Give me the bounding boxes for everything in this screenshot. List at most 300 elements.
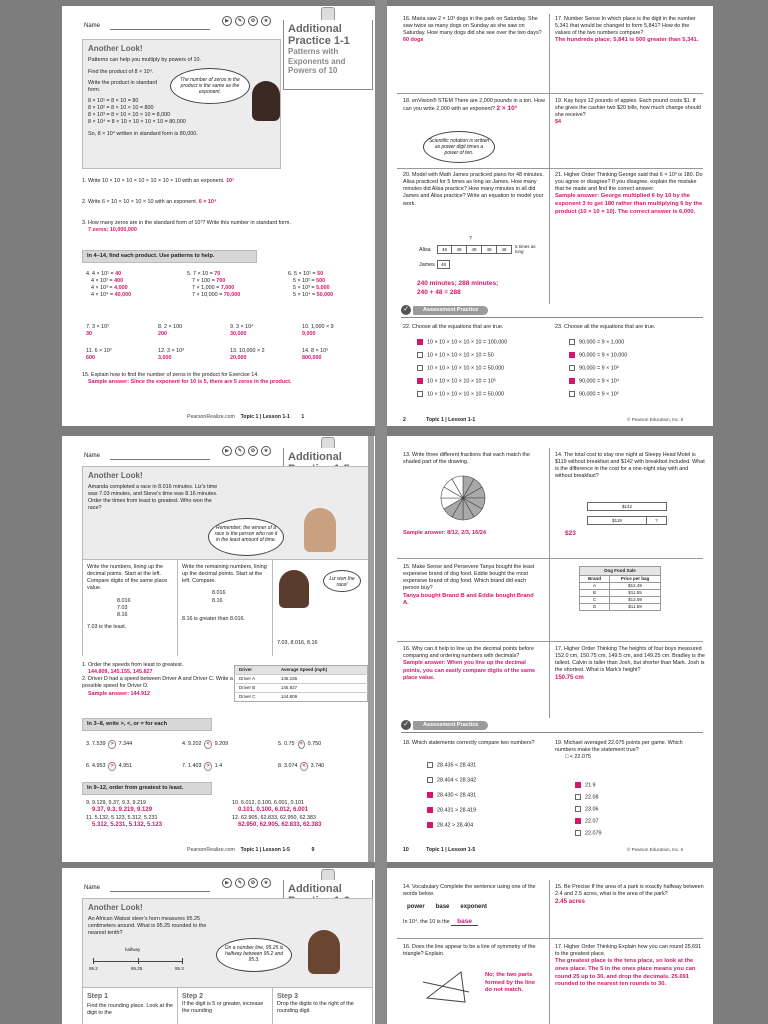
resource-icons — [222, 16, 271, 26]
compare-symbol: < — [204, 740, 211, 749]
resource-icons — [222, 446, 271, 456]
table-cell: $12.49 — [628, 582, 642, 588]
checkbox[interactable] — [575, 818, 581, 824]
question-14-sentence: In 10⁴, the 10 is the — [403, 919, 450, 925]
product-cell — [302, 324, 374, 338]
product-answer: 800,000 — [302, 355, 322, 362]
answer-choice[interactable] — [575, 830, 602, 842]
lesson-title: Additional Practice 1-1 — [288, 23, 350, 48]
another-look-heading: Another Look! — [88, 44, 143, 53]
checkbox[interactable] — [569, 365, 575, 371]
product-cell — [158, 348, 230, 362]
product-prompt: 7 × 1,000 = — [192, 285, 220, 292]
table-header: Average Speed (mph) — [280, 667, 328, 672]
another-look-intro: Patterns can help you multiply by powers of 10. — [88, 56, 201, 63]
step-col-1: Write the numbers, lining up the decimal points. Start at the left. Compare digits of the same place value. — [87, 564, 168, 592]
product-answer: 20,000 — [230, 355, 247, 362]
practice-icon[interactable]: ✎ — [235, 16, 245, 26]
question-17: 17. Number Sense In which place is the digit in the number 5,341 that would be changed to form 5,841? How do the values of the two numbers compare? — [555, 16, 696, 37]
decimal-value: 8.16 — [117, 611, 128, 618]
answer-choice[interactable] — [417, 352, 507, 365]
table-row — [235, 692, 368, 701]
step-line: 8 × 10¹ = 8 × 10 = 80 — [88, 98, 139, 105]
product-row — [293, 292, 333, 299]
compare-right: 0.750 — [307, 741, 322, 747]
table-row — [579, 583, 661, 590]
check-icon: ✓ — [401, 720, 411, 730]
product-prompt: 7 × 10,000 = — [192, 292, 223, 299]
step-line: 8 × 10³ = 8 × 10 × 10 × 10 = 8,000 — [88, 112, 171, 119]
answer-10: 0.101, 0.100, 6.012, 6.001 — [238, 807, 309, 814]
footer-lesson: Topic 1 | Lesson 1-5 — [426, 847, 476, 853]
product-answer: 200 — [158, 331, 167, 338]
page-footer — [187, 414, 304, 421]
compare-left: 4. 9.202 — [182, 741, 202, 747]
step-col-1-result: 7.03 is the least. — [87, 623, 127, 630]
product-answer: 400 — [114, 278, 124, 285]
question-17: 17. Higher Order Thinking The heights of four boys measured 152.0 cm, 150.75 cm, 149.5 cm, and 149.25 cm. Bradley is the tallest. Calvin is taller than Josh, but shorter than Mark. Josh is the shortest. What is Mark's height? — [555, 646, 705, 674]
answer-13: Sample answer: 8/12, 2/3, 16/24 — [403, 530, 487, 536]
choice-label: 28.430 < 28.431 — [437, 792, 477, 799]
answer-choice[interactable] — [569, 339, 627, 352]
find-product-text: Find the product of 8 × 10⁴. — [88, 68, 154, 75]
compare-right: 9.209 — [214, 741, 229, 747]
table-cell: $11.55 — [628, 589, 642, 595]
james-bar: 48 — [437, 260, 450, 269]
table-cell: 145.155 — [281, 674, 368, 683]
another-look-heading: Another Look! — [88, 903, 143, 912]
product-cell — [86, 324, 158, 338]
worksheet-page-1 — [62, 6, 375, 426]
answer-choice[interactable] — [569, 352, 627, 365]
product-prompt: 12. 3 × 10³ — [158, 348, 184, 354]
product-answer: 30,000 — [230, 331, 247, 338]
table-cell: $12.09 — [628, 596, 642, 602]
answer-choice[interactable] — [427, 822, 476, 837]
answer-17: The hundreds place; 5,841 is 500 greater than 5,341. — [555, 37, 699, 44]
checkbox[interactable] — [569, 378, 575, 384]
product-answer: 7,000 — [220, 285, 235, 292]
page-number: 1 — [301, 414, 305, 420]
compare-item — [86, 740, 182, 762]
question-17: 17. Higher Order Thinking Explain how you can round 25.691 to the greatest place. — [555, 944, 702, 958]
question-18: 18. Which statements correctly compare two numbers? — [403, 740, 535, 746]
compare-right: 4.951 — [118, 763, 133, 769]
answer-11: 5.312, 5.231, 5.132, 5.123 — [92, 822, 163, 829]
answer-choice[interactable] — [417, 365, 507, 378]
step-col-2-result: 8.16 is greater than 8.016. — [182, 615, 245, 622]
compare-right: 1.4 — [214, 763, 223, 769]
step-line: 8 × 10² = 8 × 10 × 10 = 800 — [88, 105, 154, 112]
choice-label: 10 × 10 × 10 × 10 × 10 = 10⁵ — [427, 378, 496, 385]
product-prompt: 6. 5 × 10¹ = — [288, 271, 316, 277]
decimal-value: 8.16 — [212, 597, 223, 604]
answer-1: 10⁷ — [226, 178, 235, 184]
answer-choice[interactable] — [569, 391, 627, 404]
games-icon[interactable]: ★ — [261, 16, 271, 26]
checkbox[interactable] — [569, 339, 575, 345]
speech-bubble: On a number line, 95.25 is halfway between 95.2 and 95.3. — [216, 938, 292, 972]
answer-16: Sample answer: When you line up the decimal points, you can easily compare digits of the same place value. — [403, 660, 536, 681]
product-prompt: 5. 7 × 10 = — [187, 271, 213, 277]
table-row — [235, 674, 368, 683]
james-label: James — [419, 262, 435, 268]
answer-choice[interactable] — [569, 378, 627, 391]
table-cell: A — [580, 583, 610, 589]
answer-choice[interactable] — [575, 818, 602, 830]
compare-item — [86, 762, 182, 784]
instruction-bar: In 9–12, order from greatest to least. — [82, 782, 212, 795]
table-cell: $11.59 — [628, 603, 642, 609]
product-prompt: 8. 2 × 100 — [158, 324, 183, 330]
choice-label: 21.9 — [585, 782, 596, 789]
worksheet-page-6 — [387, 868, 713, 1024]
question-14: 14. Vocabulary Complete the sentence using one of the words below. — [403, 884, 536, 898]
page-footer — [403, 417, 475, 424]
compare-symbol: > — [204, 762, 211, 771]
alisa-bar-segment: 48 — [452, 245, 467, 254]
choice-label: 90,000 = 9 × 10⁵ — [579, 391, 620, 398]
step-3-text: Drop the digits to the right of the rounding digit. — [277, 1001, 354, 1015]
question-18: 18. enVision® STEM There are 2,000 pounds in a ton. How can you write 2,000 with an exponent? — [403, 98, 545, 113]
practice-icon[interactable]: ✎ — [235, 446, 245, 456]
answer-choice[interactable] — [427, 792, 476, 807]
number-line — [89, 947, 184, 977]
assessment-practice-label: Assessment Practice — [413, 306, 488, 315]
assessment-practice-bar — [401, 721, 703, 733]
product-answer: 30 — [86, 331, 92, 338]
product-cell — [158, 324, 230, 338]
product-answer: 40,000 — [114, 292, 132, 299]
name-label: Name — [84, 885, 101, 891]
bar-question-mark: ? — [647, 516, 667, 525]
checkbox[interactable] — [427, 777, 433, 783]
choice-label: 10 × 10 × 10 × 10 × 10 = 100,000 — [427, 339, 508, 346]
page-number: 2 — [403, 417, 406, 423]
decimal-value: 8.016 — [117, 597, 131, 604]
triangle-figure — [421, 968, 471, 1006]
check-icon: ✓ — [401, 305, 411, 315]
another-look-heading: Another Look! — [88, 471, 143, 480]
answer-choice[interactable] — [427, 807, 476, 822]
statement: □ < 22.075 — [565, 754, 591, 761]
table-cell: 144.809 — [281, 692, 368, 701]
question-12: 12. 62.905, 62.833, 62.950, 62.383 — [232, 815, 316, 822]
table-header: Price per bag — [620, 575, 650, 581]
checkbox[interactable] — [427, 762, 433, 768]
product-row — [288, 271, 333, 278]
lesson-title: Additional — [288, 883, 342, 895]
lesson-title: Additional — [288, 451, 342, 463]
compare-left: 7. 1.403 — [182, 763, 202, 769]
worksheet-page-5 — [62, 868, 375, 1024]
answer-14: $23 — [565, 530, 576, 537]
bar-question-mark: ? — [469, 236, 472, 242]
student-illustration — [279, 570, 309, 608]
vocab-word: exponent — [460, 904, 488, 910]
compare-left: 6. 4.953 — [86, 763, 106, 769]
alisa-label: Alisa — [419, 247, 431, 253]
video-icon[interactable]: ▶ — [222, 878, 232, 888]
question-21: 21. Higher Order Thinking George said that 6 × 10³ is 180. Do you agree or disagree? If you disagree, explain the mistake that he made and find the correct answer. — [555, 172, 703, 193]
question-15: 15. Explain how to find the number of zeros in the product for Exercise 14. — [82, 372, 259, 378]
copyright: © Pearson Education, Inc. 6 — [627, 847, 684, 852]
choice-label: 28.435 < 28.431 — [437, 762, 477, 769]
checkbox[interactable] — [575, 830, 581, 836]
checkbox[interactable] — [427, 822, 433, 828]
product-cell — [86, 348, 158, 362]
checkbox[interactable] — [427, 792, 433, 798]
table-row — [235, 683, 368, 692]
answer-choice[interactable] — [575, 806, 602, 818]
answer-choice[interactable] — [417, 391, 507, 404]
lesson-subtitle: Patterns with Exponents and Powers of 10 — [288, 47, 346, 76]
answer-9: 9.37, 9.3, 9.219, 9.129 — [92, 807, 153, 814]
product-row — [86, 271, 131, 278]
product-prompt: 11. 6 × 10² — [86, 348, 112, 354]
compare-symbol: > — [108, 762, 115, 771]
compare-left: 5. 0.75 — [278, 741, 295, 747]
question-16: 16. Maria saw 2 × 10³ dogs in the park on Saturday. She saw twice as many dogs on Sunday as she saw on Saturday. How many dogs did she see over the two days? — [403, 16, 542, 37]
product-row — [187, 271, 240, 278]
alisa-bar-segment: 48 — [467, 245, 482, 254]
question-14: 14. The total cost to stay one night at Sleepy Head Motel is $119 without breakfast and $142 with breakfast included. What is the difference in the cost for a one-night stay with and without breakfast? — [555, 452, 705, 480]
product-cell — [230, 348, 302, 362]
checkbox[interactable] — [575, 782, 581, 788]
vocab-word: base — [435, 904, 450, 910]
video-icon[interactable]: ▶ — [222, 16, 232, 26]
online-label: PearsonRealize.com — [187, 847, 235, 853]
practice-icon[interactable]: ✎ — [235, 878, 245, 888]
answer-12: 62.950, 62.905, 62.833, 62.383 — [238, 822, 322, 829]
dog-table-title: Dog Food Sale — [579, 566, 661, 576]
speech-bubble-2: Liz won the race! — [323, 570, 361, 592]
product-prompt: 7 × 100 = — [192, 278, 215, 285]
question-16: 16. Does the line appear to be a line of symmetry of the triangle? Explain. — [403, 944, 536, 958]
answer-1: 144.809, 145.155, 145.827 — [88, 669, 153, 676]
vocab-word: power — [407, 904, 425, 910]
cost-bar-diagram — [587, 502, 667, 528]
another-look-intro: Amanda completed a race in 8.016 minutes. Liz's time was 7.03 minutes, and Steve's time was 8.16 minutes. Order the times from least to greatest. Who won the race? — [88, 483, 218, 511]
compare-right: 3.740 — [310, 763, 325, 769]
product-answer: 3,000 — [158, 355, 172, 362]
bar-bottom: $119 — [587, 516, 647, 525]
compare-item — [278, 740, 374, 762]
product-answer: 500 — [316, 278, 326, 285]
product-row — [91, 292, 131, 299]
checkbox[interactable] — [417, 391, 423, 397]
product-row — [91, 285, 131, 292]
games-icon[interactable]: ★ — [261, 878, 271, 888]
answer-15: Tanya bought Brand B and Eddie bought Brand A. — [403, 592, 534, 607]
bar-top: $142 — [587, 502, 667, 511]
answer-choice[interactable] — [575, 794, 602, 806]
product-row — [293, 278, 333, 285]
student-illustration — [252, 81, 280, 121]
answer-choice[interactable] — [427, 777, 476, 792]
alisa-bar-segment: 48 — [437, 245, 452, 254]
product-prompt: 9. 3 × 10⁴ — [230, 324, 254, 330]
answer-19: $4 — [555, 119, 561, 126]
question-2: 2. Driver D had a speed between Driver A and Driver C. Write a possible speed for Driver D. — [82, 676, 233, 690]
worksheet-page-4 — [387, 436, 713, 862]
answer-14: base — [451, 918, 478, 926]
speech-bubble: The number of zeros in the product is the same as the exponent. — [170, 68, 250, 104]
tools-icon[interactable]: ⚙ — [248, 446, 258, 456]
step-line: 8 × 10⁴ = 8 × 10 × 10 × 10 × 10 = 80,000 — [88, 119, 186, 126]
footer-lesson: Topic 1 | Lesson 1-5 — [240, 847, 290, 853]
alisa-bar-segment: 48 — [497, 245, 512, 254]
checkbox[interactable] — [575, 794, 581, 800]
question-2: 2. Write 6 × 10 × 10 × 10 × 10 with an exponent. — [82, 199, 198, 205]
answer-16: No; the two parts formed by the line do not match. — [485, 972, 535, 994]
answer-2: Sample answer: 144.912 — [88, 690, 151, 697]
instruction-bar: In 3–8, write >, <, or = for each — [82, 718, 212, 731]
compare-symbol: = — [298, 740, 305, 749]
tick-label: 95.2 — [89, 966, 98, 971]
product-answer: 40 — [115, 271, 122, 277]
answer-15: 2.45 acres — [555, 898, 585, 906]
table-cell: Driver C — [235, 692, 281, 701]
tools-icon[interactable]: ⚙ — [248, 16, 258, 26]
product-answer: 4,000 — [114, 285, 128, 292]
answer-21: Sample answer: George multiplied 6 by 10 by the exponent 3 to get 180 rather than multiplying 6 by the product (10 × 10 × 10). The correct answer is 6,000. — [555, 193, 703, 215]
answer-20a: 240 minutes; 288 minutes; — [417, 280, 499, 287]
product-prompt: 5 × 10³ = — [293, 285, 315, 292]
worksheet-page-3 — [62, 436, 375, 862]
name-label: Name — [84, 453, 101, 459]
alisa-bar-segment: 48 — [482, 245, 497, 254]
another-look-intro: An African Watusi steer's horn measures 95.25 centimeters around. What is 95.25 rounded to the nearest tenth? — [88, 915, 207, 936]
step-3-heading: Step 3 — [277, 993, 299, 1000]
product-answer: 600 — [86, 355, 95, 362]
online-label: PearsonRealize.com — [187, 414, 235, 420]
another-look-box — [82, 466, 373, 656]
tick-label: 95.25 — [131, 966, 143, 971]
binding-gutter — [368, 436, 374, 862]
choice-label: 10 × 10 × 10 × 10 × 10 = 50,000 — [427, 365, 505, 372]
fraction-circle — [439, 474, 487, 522]
answer-20b: 240 + 48 = 288 — [417, 288, 461, 296]
answer-18: 2 × 10³ — [496, 105, 517, 113]
compare-left: 3. 7.539 — [86, 741, 106, 747]
answer-choice[interactable] — [417, 378, 507, 391]
answer-choice[interactable] — [569, 365, 627, 378]
question-19: 19. Michael averaged 22.075 points per game. Which numbers make the statement true? — [555, 740, 683, 754]
product-row — [293, 285, 333, 292]
checkbox[interactable] — [575, 806, 581, 812]
tick-label: 95.3 — [175, 966, 184, 971]
assessment-practice-label: Assessment Practice — [413, 721, 488, 730]
choice-label: 90,000 = 9 × 1,000 — [579, 339, 625, 346]
answer-choice[interactable] — [427, 762, 476, 777]
question-3: 3. How many zeros are in the standard form of 10⁷? Write this number in standard form. — [82, 220, 291, 226]
question-13: 13. Write three different fractions that each match the shaded part of the drawing. — [403, 452, 530, 466]
bar-note: 5 times as long — [515, 244, 536, 254]
product-prompt: 4 × 10³ = — [91, 285, 113, 292]
choice-label: 90,000 = 9 × 10⁴ — [579, 378, 620, 385]
answer-choice[interactable] — [575, 782, 602, 794]
choice-label: 28.431 > 28.419 — [437, 807, 477, 814]
question-19: 19. Kay buys 12 pounds of apples. Each pound costs $1. If she gives the cashier two $20 bills, how much change should she receive? — [555, 98, 701, 119]
student-illustration — [308, 930, 340, 974]
tools-icon[interactable]: ⚙ — [248, 878, 258, 888]
binding-gutter — [375, 0, 387, 1024]
step-2-heading: Step 2 — [182, 993, 204, 1000]
product-cell — [230, 324, 302, 338]
product-cell — [302, 348, 374, 362]
driver-speed-table — [234, 665, 368, 702]
compare-symbol: > — [108, 740, 115, 749]
question-15: 15. Make Sense and Persevere Tanya bought the least expensive brand of dog food. Eddie bought the most expensive brand of dog food. Which brand did each person buy? — [403, 564, 535, 592]
choice-label: 10 × 10 × 10 × 10 × 10 = 50 — [427, 352, 494, 359]
checkbox[interactable] — [569, 352, 575, 358]
product-prompt: 7. 3 × 10¹ — [86, 324, 109, 330]
copyright: © Pearson Education, Inc. 6 — [627, 417, 684, 422]
table-header: Driver — [239, 667, 253, 672]
product-answer: 70 — [214, 271, 221, 277]
footer-lesson: Topic 1 | Lesson 1-1 — [240, 414, 290, 420]
product-answer: 5,000 — [316, 285, 330, 292]
choice-label: 23.06 — [585, 806, 599, 813]
question-22: 22. Choose all the equations that are true. — [403, 324, 504, 330]
question-15: 15. Be Precise If the area of a park is exactly halfway between 2.4 and 2.5 acres, what is the area of the park? — [555, 884, 704, 898]
question-9: 9. 9.129, 9.37, 9.3, 9.219 — [86, 800, 146, 806]
question-11: 11. 5.132, 5.123, 5.312, 5.231 — [86, 815, 158, 822]
step-1-heading: Step 1 — [87, 993, 109, 1000]
answer-choice[interactable] — [417, 339, 507, 352]
question-1: 1. Write 10 × 10 × 10 × 10 × 10 × 10 × 10 with an exponent. — [82, 178, 225, 184]
compare-item — [278, 762, 374, 784]
compare-left: 8. 3.074 — [278, 763, 298, 769]
answer-17: 150.75 cm — [555, 674, 584, 681]
instruction-bar: In 4–14, find each product. Use patterns to help. — [82, 250, 257, 263]
decimal-value: 8.016 — [212, 590, 226, 597]
page-footer — [403, 847, 475, 854]
answer-17: The greatest place is the tens place, so look at the ones place. The 5 in the ones place means you can round 25 up to 30, and drop the decimals. 25.691 rounded to the nearest ten rounds to 30. — [555, 958, 696, 988]
choice-label: 28.404 < 28.342 — [437, 777, 477, 784]
choice-label: 10 × 10 × 10 × 10 × 10 = 50,000 — [427, 391, 505, 398]
product-answer: 50 — [317, 271, 324, 277]
product-answer: 50,000 — [316, 292, 334, 299]
checkbox[interactable] — [427, 807, 433, 813]
checkbox[interactable] — [417, 352, 423, 358]
table-cell: Driver B — [235, 683, 281, 692]
table-cell: D — [580, 604, 610, 610]
question-20: 20. Model with Math James practiced piano for 48 minutes. Alisa practiced for 5 times as long as James. How many minutes did Alisa practice? How many minutes in all did James and Alisa practice? Write an equation to model your work. — [403, 172, 544, 207]
product-prompt: 10. 1,000 × 9 — [302, 324, 334, 330]
product-row — [192, 285, 240, 292]
assessment-practice-bar — [401, 306, 703, 318]
table-cell: C — [580, 597, 610, 603]
checkbox[interactable] — [417, 339, 423, 345]
speech-bubble: Remember, the winner of a race is the person who ran it in the least amount of time. — [208, 518, 284, 556]
product-prompt: 14. 8 × 10⁵ — [302, 348, 329, 354]
footer-lesson: Topic 1 | Lesson 1-1 — [426, 417, 476, 423]
checkbox[interactable] — [417, 365, 423, 371]
product-row — [192, 292, 240, 299]
checkbox[interactable] — [417, 378, 423, 384]
choice-label: 90,000 = 9 × 10³ — [579, 365, 619, 372]
question-23: 23. Choose all the equations that are true. — [555, 324, 656, 330]
product-answer: 9,000 — [302, 331, 316, 338]
resource-icons — [222, 878, 271, 888]
answer-16: 60 dogs — [403, 37, 424, 44]
video-icon[interactable]: ▶ — [222, 446, 232, 456]
games-icon[interactable]: ★ — [261, 446, 271, 456]
checkbox[interactable] — [569, 391, 575, 397]
table-header: Brand — [580, 576, 610, 582]
